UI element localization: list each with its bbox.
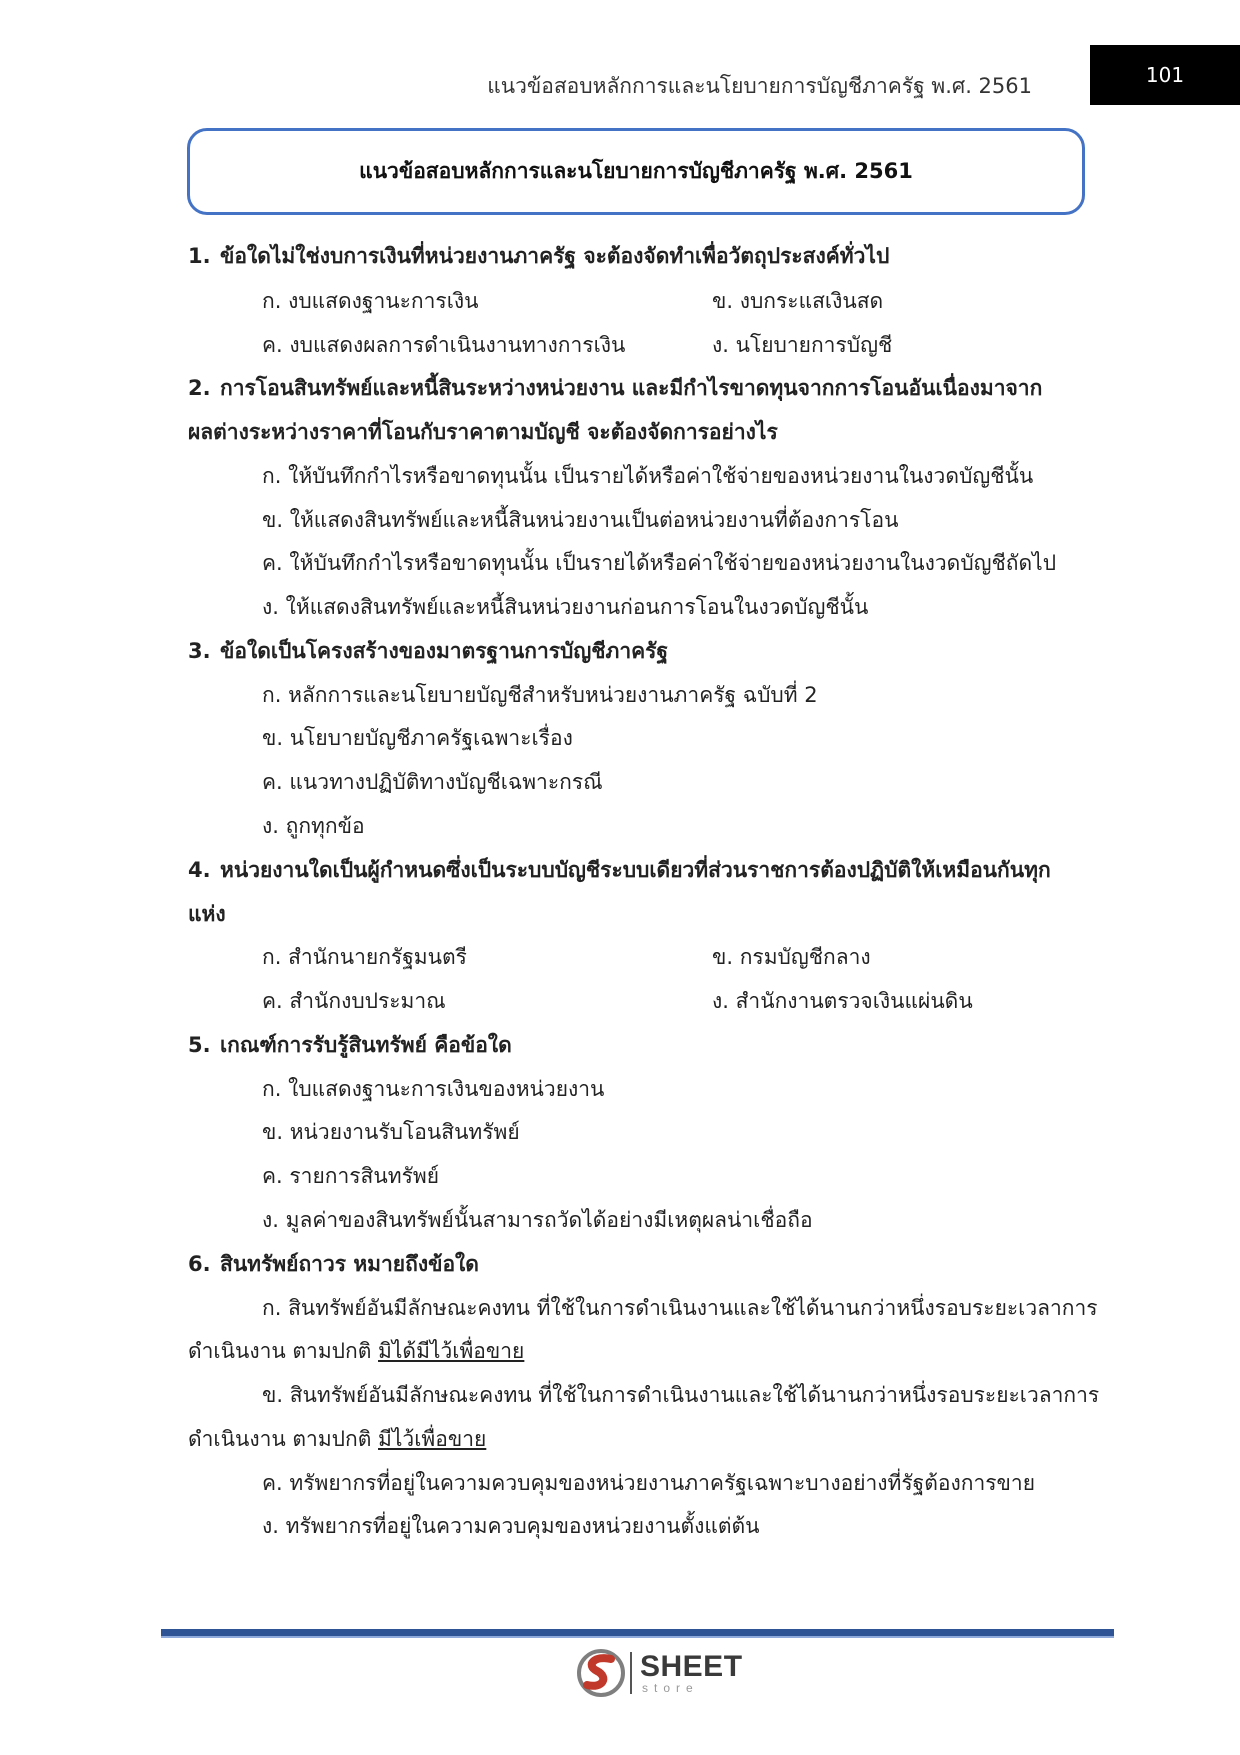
footer-rule: [161, 1629, 1114, 1636]
question-4: [188, 855, 1051, 885]
q4-option-b: ข. กรมบัญชีกลาง: [712, 945, 871, 969]
logo-divider: [630, 1652, 632, 1694]
q2-option-c: ค. ให้บันทึกกำไรหรือขาดทุนนั้น เป็นรายได้หรือค่าใช้จ่ายของหน่วยงานในงวดบัญชีถัดไป: [262, 551, 1057, 575]
q6-option-d: ง. ทรัพยากรที่อยู่ในความควบคุมของหน่วยงานตั้งแต่ต้น: [262, 1514, 760, 1538]
q6-option-a-line2: [188, 1336, 524, 1366]
question-number: 5.: [188, 1033, 211, 1057]
q4-option-c: ค. สำนักงบประมาณ: [262, 989, 446, 1013]
question-text: การโอนสินทรัพย์และหนี้สินระหว่างหน่วยงาน และมีกำไรขาดทุนจากการโอนอันเนื่องมาจาก: [220, 376, 1043, 400]
question-3: [188, 636, 668, 666]
q5-option-a: ก. ใบแสดงฐานะการเงินของหน่วยงาน: [262, 1077, 605, 1101]
q1-option-b: ข. งบกระแสเงินสด: [712, 289, 884, 313]
q2-option-a: ก. ให้บันทึกกำไรหรือขาดทุนนั้น เป็นรายได้หรือค่าใช้จ่ายของหน่วยงานในงวดบัญชีนั้น: [262, 464, 1034, 488]
q1-option-a: ก. งบแสดงฐานะการเงิน: [262, 289, 479, 313]
question-number: 6.: [188, 1252, 211, 1276]
q1-option-d: ง. นโยบายการบัญชี: [712, 333, 893, 357]
question-number: 3.: [188, 639, 211, 663]
question-5: [188, 1030, 512, 1060]
section-title-box: [187, 128, 1085, 215]
q6-option-a-line1: ก. สินทรัพย์อันมีลักษณะคงทน ที่ใช้ในการดำเนินงานและใช้ได้นานกว่าหนึ่งรอบระยะเวลาการ: [262, 1296, 1098, 1320]
q6-option-c: ค. ทรัพยากรที่อยู่ในความควบคุมของหน่วยงานภาครัฐเฉพาะบางอย่างที่รัฐต้องการขาย: [262, 1471, 1036, 1495]
question-text: สินทรัพย์ถาวร หมายถึงข้อใด: [220, 1252, 479, 1276]
q6-option-a-underlined: มิได้มีไว้เพื่อขาย: [378, 1339, 525, 1363]
q6-option-b-line1: ข. สินทรัพย์อันมีลักษณะคงทน ที่ใช้ในการดำเนินงานและใช้ได้นานกว่าหนึ่งรอบระยะเวลาการ: [262, 1383, 1100, 1407]
section-title: แนวข้อสอบหลักการและนโยบายการบัญชีภาครัฐ พ.ศ. 2561: [359, 159, 913, 183]
q2-text-continued: ผลต่างระหว่างราคาที่โอนกับราคาตามบัญชี จะต้องจัดการอย่างไร: [188, 420, 778, 444]
question-number: 4.: [188, 858, 211, 882]
q6-option-b-text: ดำเนินงาน ตามปกติ: [188, 1427, 379, 1451]
question-text: เกณฑ์การรับรู้สินทรัพย์ คือข้อใด: [220, 1033, 512, 1057]
q5-option-c: ค. รายการสินทรัพย์: [262, 1164, 440, 1188]
page-number-box: [1090, 45, 1240, 105]
question-1: [188, 241, 889, 271]
question-text: ข้อใดเป็นโครงสร้างของมาตรฐานการบัญชีภาครัฐ: [220, 639, 669, 663]
q3-option-d: ง. ถูกทุกข้อ: [262, 814, 365, 838]
question-2: [188, 373, 1042, 403]
question-number: 1.: [188, 244, 211, 268]
q1-option-c: ค. งบแสดงผลการดำเนินงานทางการเงิน: [262, 333, 626, 357]
q4-option-a: ก. สำนักนายกรัฐมนตรี: [262, 945, 467, 969]
q4-text-continued: แห่ง: [188, 902, 226, 926]
question-text: ข้อใดไม่ใช่งบการเงินที่หน่วยงานภาครัฐ จะต้องจัดทำเพื่อวัตถุประสงค์ทั่วไป: [220, 244, 890, 268]
q3-option-b: ข. นโยบายบัญชีภาครัฐเฉพาะเรื่อง: [262, 726, 573, 750]
brand-name: SHEET: [640, 1650, 743, 1683]
q5-option-b: ข. หน่วยงานรับโอนสินทรัพย์: [262, 1120, 520, 1144]
q2-option-b: ข. ให้แสดงสินทรัพย์และหนี้สินหน่วยงานเป็นต่อหน่วยงานที่ต้องการโอน: [262, 508, 899, 532]
q6-option-a-text: ดำเนินงาน ตามปกติ: [188, 1339, 379, 1363]
q5-option-d: ง. มูลค่าของสินทรัพย์นั้นสามารถวัดได้อย่างมีเหตุผลน่าเชื่อถือ: [262, 1208, 813, 1232]
page-number: 101: [1145, 63, 1185, 87]
q3-option-c: ค. แนวทางปฏิบัติทางบัญชีเฉพาะกรณี: [262, 770, 603, 794]
q6-option-b-underlined: มีไว้เพื่อขาย: [378, 1427, 487, 1451]
q4-option-d: ง. สำนักงานตรวจเงินแผ่นดิน: [712, 989, 973, 1013]
q6-option-b-line2: [188, 1424, 486, 1454]
question-text: หน่วยงานใดเป็นผู้กำหนดซึ่งเป็นระบบบัญชีระบบเดียวที่ส่วนราชการต้องปฏิบัติให้เหมือนกันทุก: [220, 858, 1051, 882]
question-6: [188, 1249, 479, 1279]
brand-subtitle: store: [642, 1681, 699, 1695]
q3-option-a: ก. หลักการและนโยบายบัญชีสำหรับหน่วยงานภาครัฐ ฉบับที่ 2: [262, 683, 818, 707]
question-number: 2.: [188, 376, 211, 400]
q2-option-d: ง. ให้แสดงสินทรัพย์และหนี้สินหน่วยงานก่อนการโอนในงวดบัญชีนั้น: [262, 595, 869, 619]
running-header-title: แนวข้อสอบหลักการและนโยบายการบัญชีภาครัฐ พ.ศ. 2561: [487, 74, 1032, 98]
